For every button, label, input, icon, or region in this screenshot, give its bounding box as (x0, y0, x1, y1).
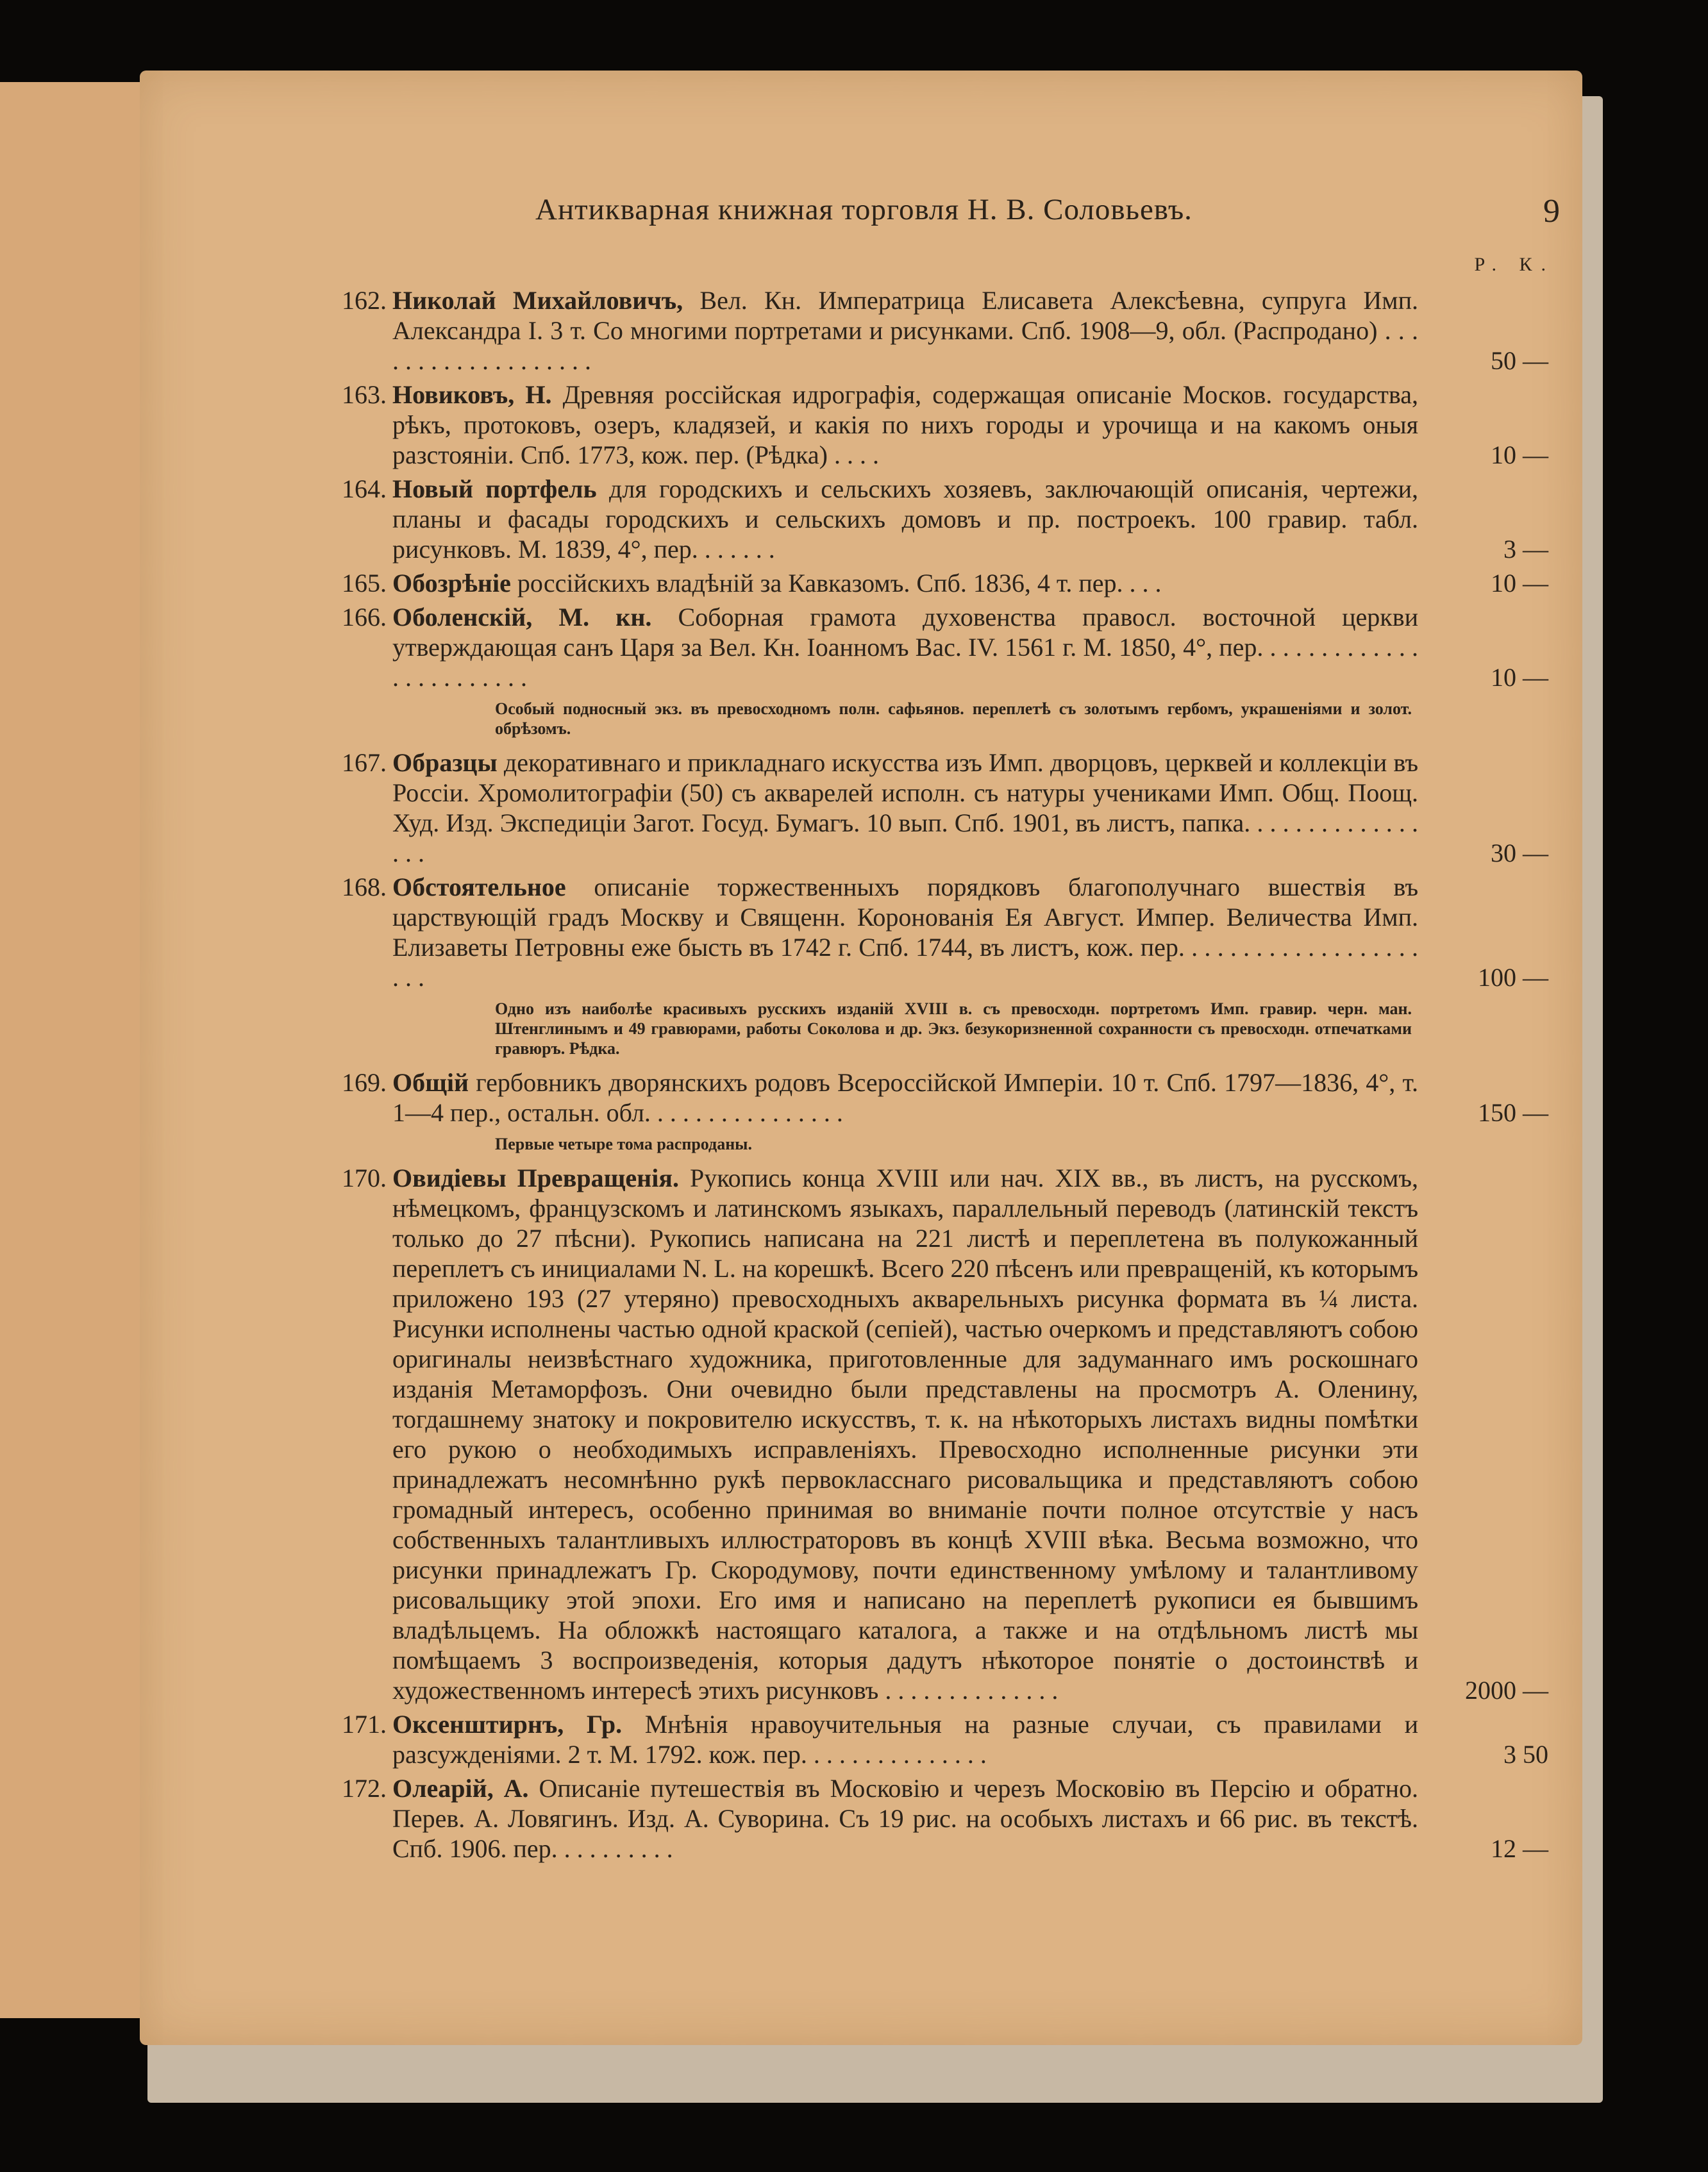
entry-text (392, 748, 1418, 868)
entry-text (392, 872, 1418, 992)
entry-description: гербовникъ дворянскихъ родовъ Всероссійской Имперіи. 10 т. Спб. 1797—1836, 4°, т. 1—4 пер., остальн. обл. . . . . . . . . . . . . . . . (392, 1068, 1418, 1127)
entry-description: Описаніе путешествія въ Московію и черезъ Московію въ Персію и обратно. Перев. А. Ловягинъ. Изд. А. Суворина. Съ 19 рис. на особыхъ листахъ и 66 рис. въ текстѣ. Спб. 1906. пер. . . . . . . . . . (392, 1774, 1418, 1863)
entry-text (392, 602, 1418, 692)
entry-note: Первые четыре тома распроданы. (495, 1135, 752, 1153)
entry-author: Образцы (392, 748, 498, 777)
entry-author: Овидіевы Превращенія. (392, 1164, 679, 1192)
entry-text (392, 568, 1418, 598)
entry-number: 164. (342, 474, 387, 503)
catalog-entry (324, 1163, 1548, 1705)
entry-author: Новиковъ, Н. (392, 380, 552, 409)
entry-author: Оболенскій, М. кн. (392, 603, 652, 631)
catalog-entries (324, 285, 1548, 1867)
entry-text (392, 1163, 1418, 1705)
entry-description: Древняя россійская идрографія, содержащая описаніе Москов. государства, рѣкъ, протоковъ, озеръ, кладязей, и какія по нихъ городы и урочища и на какомъ оныя разстояніи. Спб. 1773, кож. пер. (Рѣдка) . . . . (392, 380, 1418, 469)
catalog-page (140, 71, 1582, 2045)
page-content (324, 192, 1560, 1923)
entry-number: 169. (342, 1068, 387, 1097)
catalog-entry (324, 474, 1548, 564)
entry-note: Одно изъ наиболѣе красивыхъ русскихъ изданій XVIII в. съ превосходн. портретомъ Имп. гравир. черн. ман. Штенглинымъ и 49 гравюрами, работы Соколова и др. Экз. безукоризненной сохранности съ превосходн. отпечатками гравюръ. Рѣдка. (495, 999, 1412, 1058)
entry-description: Соборная грамота духовенства правосл. восточной церкви утверждающая санъ Царя за Вел. Кн. Іоанномъ Вас. IV. 1561 г. М. 1850, 4°, пер. . . . . . . . . . . . . . . . . . . . . . . . (392, 603, 1418, 692)
catalog-entry (324, 602, 1548, 692)
entry-description: для городскихъ и сельскихъ хозяевъ, заключающій описанія, чертежи, планы и фасады городскихъ и сельскихъ домовъ и пр. построекъ. 100 гравир. табл. рисунковъ. М. 1839, 4°, пер. . . . . . . (392, 474, 1418, 564)
entry-number: 163. (342, 380, 387, 409)
catalog-entry (324, 568, 1548, 598)
entry-text (392, 1773, 1418, 1864)
entry-text (392, 1067, 1418, 1128)
entry-price: 3 50 (1503, 1740, 1548, 1769)
entry-author: Новый портфель (392, 474, 597, 503)
entry-author: Общій (392, 1068, 469, 1097)
entry-price: 30 — (1491, 839, 1548, 867)
entry-description: Рукопись конца XVIII или нач. XIX вв., въ листъ, на русскомъ, нѣмецкомъ, французскомъ и латинскомъ языкахъ, параллельный переводъ (латинскій текстъ только до 27 пѣсни). Рукопись написана на 221 листѣ и переплетена въ полукожанный переплетъ съ инициалами N. L. на корешкѣ. Всего 220 пѣсенъ или превращеній, къ которымъ приложено 193 (27 утеряно) превосходныхъ акварельныхъ рисунка формата въ ¼ листа. Рисунки исполнены частью одной краской (сепіей), частью очеркомъ и представляютъ собою оригиналы неизвѣстнаго художника, приготовленные для задуманнаго имъ роскошнаго изданія Метаморфозъ. Они очевидно были представлены на просмотръ А. Оленину, тогдашнему знатоку и покровителю искусствъ, т. к. на нѣкоторыхъ листахъ видны помѣтки его рукою о необходимыхъ исправленіяхъ. Превосходно исполненные рисунки эти принадлежатъ несомнѣнно рукѣ первокласснаго рисовальщика и представляютъ собою громадный интересъ, особенно принимая во вниманіе почти полное отсутствіе у насъ собственныхъ талантливыхъ иллюстраторовъ въ концѣ XVIII вѣка. Весьма возможно, что рисунки принадлежатъ Гр. Скородумову, почти единственному умѣлому и талантливому рисовальщику этой эпохи. Его имя и написано на переплетѣ рукописи ея бывшимъ владѣльцемъ. На обложкѣ настоящаго каталога, а также и на отдѣльномъ листѣ мы помѣщаемъ 3 воспроизведенія, которыя дадутъ нѣкоторое понятіе о достоинствѣ и художественномъ интересѣ этихъ рисунковъ . . . . . . . . . . . . . . (392, 1164, 1418, 1705)
entry-price: 2000 — (1465, 1676, 1548, 1705)
catalog-entry (324, 380, 1548, 470)
entry-note: Особый подносный экз. въ превосходномъ полн. сафьянов. переплетѣ съ золотымъ гербомъ, украшеніями и золот. обрѣзомъ. (495, 699, 1412, 738)
entry-number: 171. (342, 1710, 387, 1739)
catalog-entry (324, 1709, 1548, 1769)
header-title: Антикварная книжная торговля Н. В. Соловьевъ. (535, 193, 1193, 226)
entry-price: 10 — (1491, 569, 1548, 597)
entry-price: 10 — (1491, 440, 1548, 469)
currency-label: Р. К. (1474, 254, 1555, 275)
entry-price: 12 — (1491, 1834, 1548, 1863)
catalog-entry (324, 1773, 1548, 1864)
entry-number: 167. (342, 748, 387, 777)
entry-number: 168. (342, 873, 387, 901)
catalog-entry (324, 285, 1548, 376)
entry-text (392, 1709, 1418, 1769)
entry-description: декоративнаго и прикладнаго искусства изъ Имп. дворцовъ, церквей и коллекціи въ Россіи. Хромолитографіи (50) съ акварелей исполн. съ натуры учениками Имп. Общ. Поощ. Худ. Изд. Экспедиціи Загот. Госуд. Бумагъ. 10 вып. Спб. 1901, въ листъ, папка. . . . . . . . . . . . . . . . . (392, 748, 1418, 867)
entry-author: Николай Михайловичъ, (392, 286, 683, 315)
entry-price: 50 — (1491, 346, 1548, 375)
left-page-edge (0, 82, 144, 2018)
entry-number: 166. (342, 603, 387, 631)
entry-author: Обстоятельное (392, 873, 566, 901)
entry-number: 165. (342, 569, 387, 597)
catalog-entry (324, 748, 1548, 868)
catalog-entry (324, 1067, 1548, 1128)
running-header (324, 192, 1560, 231)
entry-author: Олеарій, А. (392, 1774, 529, 1803)
entry-description: описаніе торжественныхъ порядковъ благополучнаго вшествія въ царствующій градъ Москву и Священн. Коронованія Ея Август. Импер. Величества Имп. Елизаветы Петровны еже бысть въ 1742 г. Спб. 1744, въ листъ, кож. пер. . . . . . . . . . . . . . . . . . . . . . (392, 873, 1418, 992)
catalog-entry (324, 872, 1548, 992)
entry-price: 10 — (1491, 663, 1548, 692)
entry-description: Мнѣнія нравоучительныя на разные случаи, съ правилами и разсужденіями. 2 т. М. 1792. кож. пер. . . . . . . . . . . . . . . (392, 1710, 1418, 1769)
entry-text (392, 474, 1418, 564)
entry-description: Вел. Кн. Императрица Елисавета Алексѣевна, супруга Имп. Александра I. 3 т. Со многими портретами и рисунками. Спб. 1908—9, обл. (Распродано) . . . . . . . . . . . . . . . . . . . (392, 286, 1419, 375)
entry-text (392, 380, 1418, 470)
entry-author: Обозрѣніе (392, 569, 511, 597)
entry-text (392, 285, 1418, 376)
entry-number: 162. (342, 286, 387, 315)
entry-number: 170. (342, 1164, 387, 1192)
entry-number: 172. (342, 1774, 387, 1803)
entry-price: 3 — (1503, 535, 1548, 564)
page-number: 9 (1543, 193, 1560, 230)
entry-price: 100 — (1478, 963, 1548, 992)
entry-author: Оксенштирнъ, Гр. (392, 1710, 623, 1739)
entry-price: 150 — (1478, 1098, 1548, 1127)
entry-description: россійскихъ владѣній за Кавказомъ. Спб. 1836, 4 т. пер. . . . (510, 569, 1162, 597)
